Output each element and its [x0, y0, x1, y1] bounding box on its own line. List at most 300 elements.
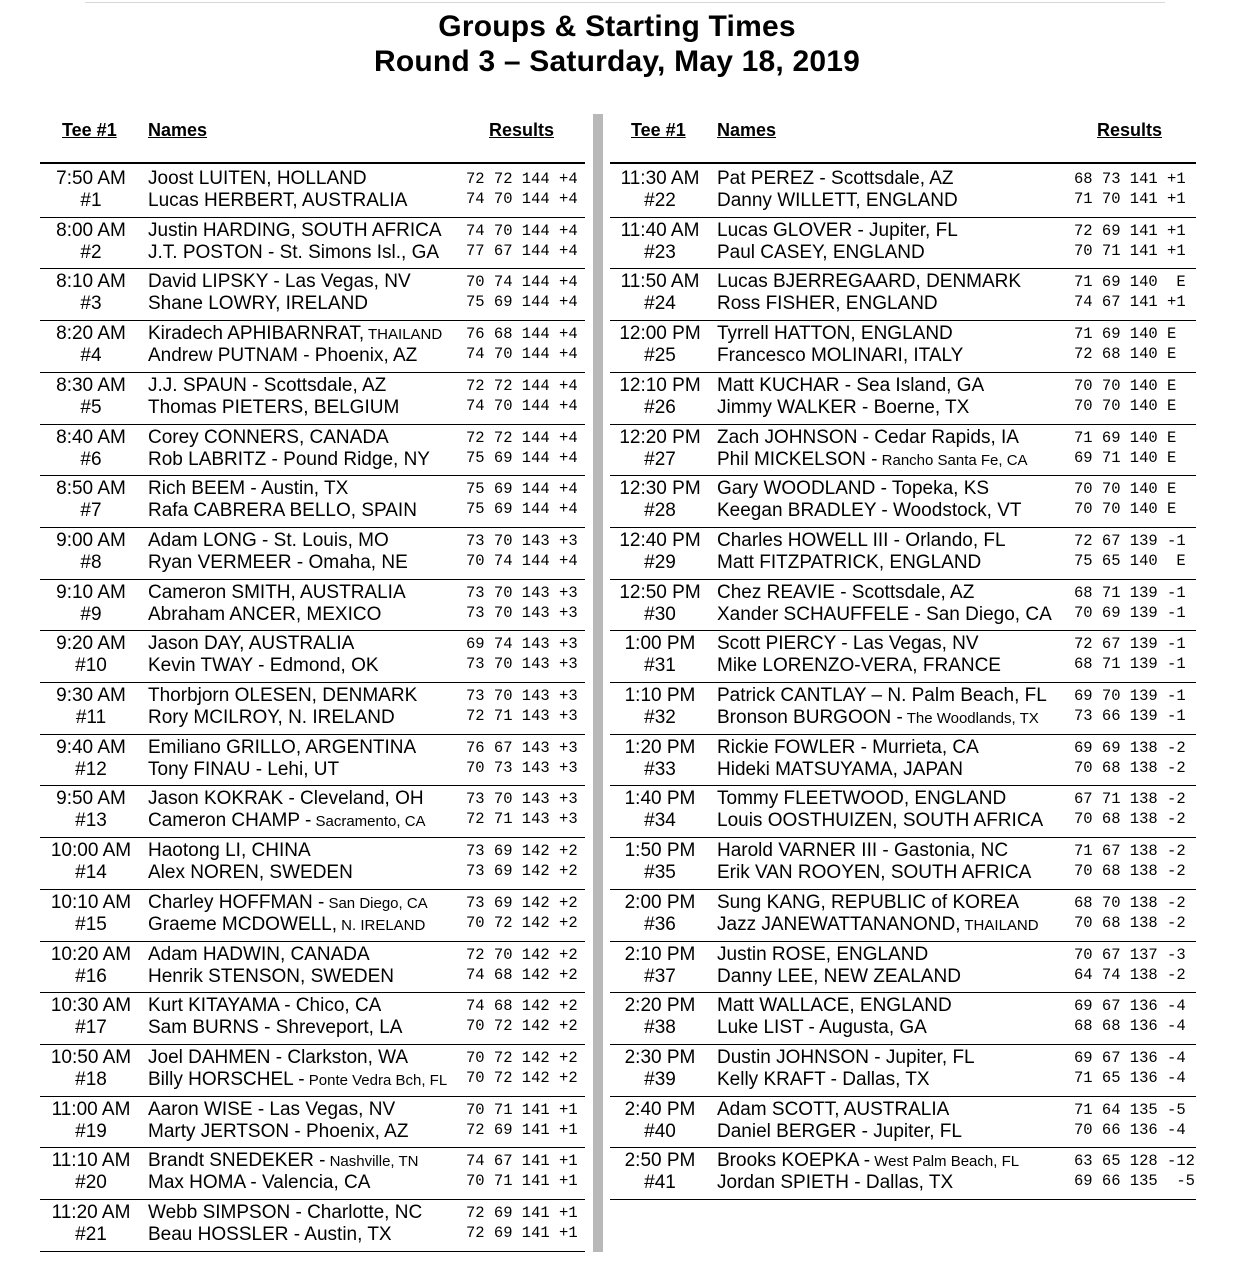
player-name-main: Kevin TWAY - Edmond, OK: [148, 655, 379, 677]
player-name-main: Graeme MCDOWELL,: [148, 913, 337, 935]
player-hometown: Sacramento, CA: [311, 813, 426, 831]
group-rule: [40, 475, 585, 476]
player-name: [148, 685, 417, 707]
tee-time: 11:20 AM: [51, 1202, 131, 1223]
tee-time: 9:40 AM: [56, 736, 126, 758]
player-name: [148, 707, 395, 729]
player-name: [717, 271, 1021, 293]
group-number: #19: [75, 1120, 107, 1142]
left-header-tee: Tee #1: [62, 120, 117, 140]
player-score: 75 69 144 +4: [466, 448, 578, 467]
group-rule: [40, 630, 585, 631]
tee-time: 8:50 AM: [56, 478, 126, 500]
group-number: #27: [644, 448, 676, 470]
group-rule: [610, 785, 1196, 786]
player-score: 71 64 135 -5: [1074, 1100, 1186, 1119]
player-name: [717, 1017, 927, 1039]
player-name-main: Xander SCHAUFFELE - San Diego, CA: [717, 603, 1052, 625]
player-score: 70 66 136 -4: [1074, 1120, 1186, 1139]
group-number: #22: [644, 190, 676, 211]
player-name: [717, 552, 981, 574]
group-number: #32: [644, 707, 676, 728]
player-score: 76 67 143 +3: [466, 738, 578, 757]
group-rule: [40, 785, 585, 786]
player-score: 73 70 143 +3: [466, 583, 578, 602]
player-name: [717, 1069, 930, 1091]
tee-time: 8:40 AM: [56, 426, 126, 448]
player-name-main: Rich BEEM - Austin, TX: [148, 478, 349, 500]
player-name: [148, 530, 389, 552]
player-name: [717, 633, 979, 655]
group-rule: [40, 1147, 585, 1148]
player-name: [717, 478, 989, 500]
player-name: [148, 500, 417, 522]
player-name: [717, 293, 938, 315]
player-name-main: Luke LIST - Augusta, GA: [717, 1017, 927, 1039]
player-score: 70 73 143 +3: [466, 758, 578, 777]
player-name-main: Lucas HERBERT, AUSTRALIA: [148, 190, 408, 211]
tee-time: 1:40 PM: [624, 788, 696, 810]
tee-time: 12:20 PM: [619, 426, 701, 448]
player-name-main: Danny LEE, NEW ZEALAND: [717, 965, 961, 987]
group-number: #4: [80, 345, 102, 367]
player-score: 73 66 139 -1: [1074, 707, 1186, 725]
player-score: 74 70 144 +4: [466, 345, 578, 364]
group-number: #38: [644, 1017, 676, 1039]
player-name-main: Lucas BJERREGAARD, DENMARK: [717, 271, 1022, 293]
player-name: [148, 220, 442, 242]
player-name: [717, 862, 1031, 884]
player-name-main: Joel DAHMEN - Clarkston, WA: [148, 1046, 409, 1068]
player-name-main: Kiradech APHIBARNRAT,: [148, 323, 365, 345]
player-name-main: Louis OOSTHUIZEN, SOUTH AFRICA: [717, 810, 1044, 832]
group-number: #28: [644, 500, 676, 522]
player-score: 73 70 143 +3: [466, 603, 578, 622]
player-name-main: Tyrrell HATTON, ENGLAND: [717, 323, 953, 345]
player-name-main: Alex NOREN, SWEDEN: [148, 862, 353, 884]
group-rule: [610, 579, 1196, 580]
player-score: 70 68 138 -2: [1074, 862, 1186, 881]
group-number: #40: [644, 1120, 676, 1142]
group-number: #7: [80, 500, 102, 522]
player-name: [148, 1224, 392, 1246]
group-rule: [40, 941, 585, 942]
tee-time: 12:10 PM: [619, 374, 701, 396]
player-score: 77 67 144 +4: [466, 241, 578, 260]
player-score: 71 69 140 E: [1074, 273, 1186, 292]
player-score: 75 69 144 +4: [466, 500, 578, 519]
player-score: 67 71 138 -2: [1074, 790, 1186, 809]
tee-time: 9:20 AM: [56, 633, 126, 655]
player-score: 69 67 136 -4: [1074, 1048, 1186, 1067]
player-name: [148, 242, 439, 264]
player-score: 70 72 142 +2: [466, 1017, 578, 1036]
player-score: 72 69 141 +1: [466, 1120, 578, 1139]
player-name: [717, 1047, 975, 1069]
player-name: [148, 1099, 395, 1121]
tee-time: 11:30 AM: [620, 168, 700, 189]
player-name-main: Jazz JANEWATTANANOND,: [717, 913, 961, 935]
player-name-main: Scott PIERCY - Las Vegas, NV: [717, 633, 979, 655]
player-name: [148, 759, 339, 781]
player-score: 68 71 139 -1: [1074, 655, 1186, 674]
player-name-main: David LIPSKY - Las Vegas, NV: [148, 271, 411, 293]
player-score: 70 70 140 E: [1074, 376, 1177, 395]
group-rule: [40, 837, 585, 838]
player-name: [717, 737, 979, 759]
player-score: 74 67 141 +1: [466, 1152, 578, 1171]
player-name: [717, 810, 1043, 832]
tee-time: 2:20 PM: [624, 995, 696, 1017]
player-name: [717, 995, 952, 1017]
player-score: 70 69 139 -1: [1074, 603, 1186, 622]
player-name: [148, 168, 367, 190]
player-name: [717, 168, 954, 190]
player-score: 71 67 138 -2: [1074, 842, 1186, 861]
tee-time: 12:00 PM: [619, 323, 701, 345]
player-hometown: Ponte Vedra Bch, FL: [304, 1071, 448, 1089]
group-number: #12: [75, 758, 107, 780]
player-name: [717, 840, 1008, 862]
player-name-main: Keegan BRADLEY - Woodstock, VT: [717, 500, 1022, 522]
player-name-main: Webb SIMPSON - Charlotte, NC: [148, 1202, 423, 1223]
player-score: 69 69 138 -2: [1074, 738, 1186, 757]
player-name: [717, 530, 1006, 552]
group-number: #20: [75, 1172, 107, 1194]
player-score: 75 65 140 E: [1074, 551, 1186, 570]
tee-time: 11:40 AM: [620, 219, 700, 241]
player-name-main: Adam LONG - St. Louis, MO: [148, 529, 389, 551]
player-score: 70 74 144 +4: [466, 551, 578, 570]
player-name: [148, 966, 394, 988]
player-hometown: THAILAND: [364, 326, 443, 344]
player-name-main: Mike LORENZO-VERA, FRANCE: [717, 655, 1001, 677]
player-name: [148, 1121, 408, 1143]
player-score: 72 72 144 +4: [466, 428, 578, 447]
player-score: 74 70 144 +4: [466, 221, 578, 240]
group-rule: [610, 424, 1196, 425]
player-name: [717, 944, 928, 966]
tee-time: 2:30 PM: [624, 1046, 696, 1068]
player-name: [717, 345, 963, 367]
player-name-main: Cameron CHAMP -: [148, 810, 312, 832]
player-name-main: Jason KOKRAK - Cleveland, OH: [148, 788, 424, 810]
player-name-main: Cameron SMITH, AUSTRALIA: [148, 581, 406, 603]
top-rule: [85, 2, 1165, 3]
group-number: #39: [644, 1068, 676, 1090]
player-score: 73 69 142 +2: [466, 862, 578, 881]
tee-time: 9:00 AM: [56, 529, 126, 551]
player-name: [148, 323, 442, 345]
tee-time: 12:50 PM: [619, 581, 701, 603]
player-score: 69 67 136 -4: [1074, 997, 1186, 1016]
tee-time: 9:10 AM: [56, 581, 126, 603]
player-name: [148, 604, 381, 626]
player-hometown: West Palm Beach, FL: [870, 1153, 1020, 1171]
player-name-main: J.T. POSTON - St. Simons Isl., GA: [148, 241, 440, 263]
group-number: #34: [644, 810, 676, 832]
player-score: 75 69 144 +4: [466, 293, 578, 312]
group-number: #31: [644, 655, 676, 677]
player-name: [148, 810, 426, 832]
player-name-main: Matt KUCHAR - Sea Island, GA: [717, 374, 985, 396]
player-name-main: Sam BURNS - Shreveport, LA: [148, 1017, 403, 1039]
player-name-main: Charley HOFFMAN -: [148, 891, 325, 913]
group-rule: [40, 734, 585, 735]
player-score: 72 69 141 +1: [466, 1224, 578, 1242]
tee-time: 11:10 AM: [51, 1150, 131, 1172]
player-name-main: Hideki MATSUYAMA, JAPAN: [717, 758, 963, 780]
tee-time: 8:20 AM: [56, 323, 126, 345]
group-number: #33: [644, 758, 676, 780]
player-name: [148, 478, 348, 500]
player-name: [148, 1202, 422, 1224]
player-name: [148, 293, 368, 315]
group-number: #1: [80, 190, 102, 211]
player-name: [148, 1017, 402, 1039]
player-name: [148, 655, 379, 677]
player-name-main: Zach JOHNSON - Cedar Rapids, IA: [717, 426, 1019, 448]
player-score: 72 70 142 +2: [466, 945, 578, 964]
player-score: 74 70 144 +4: [466, 396, 578, 415]
player-name: [717, 323, 953, 345]
player-name: [717, 892, 1019, 914]
player-name-main: Emiliano GRILLO, ARGENTINA: [148, 736, 417, 758]
group-number: #11: [75, 707, 107, 728]
player-score: 72 71 143 +3: [466, 707, 578, 725]
player-score: 70 71 141 +1: [1074, 241, 1186, 260]
player-score: 72 72 144 +4: [466, 376, 578, 395]
group-rule: [40, 320, 585, 321]
group-number: #36: [644, 913, 676, 935]
player-name-main: Harold VARNER III - Gastonia, NC: [717, 840, 1009, 862]
player-name-main: Charles HOWELL III - Orlando, FL: [717, 529, 1006, 551]
tee-time: 11:50 AM: [620, 271, 700, 293]
group-rule: [610, 217, 1196, 218]
player-name: [717, 759, 963, 781]
player-name: [717, 1172, 953, 1194]
tee-time: 12:40 PM: [619, 529, 701, 551]
player-name-main: Jason DAY, AUSTRALIA: [148, 633, 355, 655]
group-number: #35: [644, 862, 676, 884]
group-number: #6: [80, 448, 102, 470]
player-score: 70 67 137 -3: [1074, 945, 1186, 964]
player-name-main: Justin ROSE, ENGLAND: [717, 943, 929, 965]
player-name-main: Ryan VERMEER - Omaha, NE: [148, 551, 408, 573]
player-score: 73 70 143 +3: [466, 531, 578, 550]
player-name: [148, 737, 416, 759]
group-number: #37: [644, 965, 676, 987]
group-rule: [40, 1044, 585, 1045]
group-rule: [610, 630, 1196, 631]
player-name: [717, 427, 1019, 449]
player-name: [148, 190, 407, 212]
group-rule: [40, 682, 585, 683]
player-name-main: Bronson BURGOON -: [717, 707, 903, 728]
player-score: 72 67 139 -1: [1074, 635, 1186, 654]
player-score: 76 68 144 +4: [466, 325, 578, 344]
player-name-main: Haotong LI, CHINA: [148, 840, 311, 862]
group-number: #9: [80, 603, 102, 625]
player-score: 73 69 142 +2: [466, 842, 578, 861]
player-score: 70 70 140 E: [1074, 500, 1177, 519]
player-name-main: Jimmy WALKER - Boerne, TX: [717, 396, 970, 418]
player-name: [717, 604, 1052, 626]
right-header-names: Names: [717, 120, 777, 140]
player-score: 73 70 143 +3: [466, 687, 578, 705]
group-rule: [610, 1199, 1196, 1200]
tee-time: 2:10 PM: [624, 943, 696, 965]
tee-time: 12:30 PM: [619, 478, 701, 500]
group-number: #18: [75, 1068, 107, 1090]
group-rule: [610, 475, 1196, 476]
tee-time: 8:10 AM: [56, 271, 126, 293]
player-score: 70 68 138 -2: [1074, 810, 1186, 829]
player-hometown: San Diego, CA: [324, 894, 428, 912]
group-rule: [610, 941, 1196, 942]
player-name: [148, 914, 425, 936]
group-rule: [40, 992, 585, 993]
tee-time: 1:10 PM: [624, 685, 696, 706]
left-header-results: Results: [489, 120, 555, 140]
group-rule: [610, 1147, 1196, 1148]
player-score: 69 70 139 -1: [1074, 687, 1186, 705]
left-header-names: Names: [148, 120, 208, 140]
right-header-rule: [610, 162, 1196, 164]
player-name-main: Chez REAVIE - Scottsdale, AZ: [717, 581, 975, 603]
tee-time: 7:50 AM: [56, 168, 126, 189]
group-number: #26: [644, 396, 676, 418]
player-name-main: Brandt SNEDEKER -: [148, 1150, 326, 1172]
player-score: 70 74 144 +4: [466, 273, 578, 292]
group-rule: [610, 372, 1196, 373]
player-name-main: Justin HARDING, SOUTH AFRICA: [148, 219, 442, 241]
player-score: 72 68 140 E: [1074, 345, 1177, 364]
player-name-main: Patrick CANTLAY – N. Palm Beach, FL: [717, 685, 1047, 706]
player-name-main: Rickie FOWLER - Murrieta, CA: [717, 736, 979, 758]
tee-time: 8:30 AM: [56, 374, 126, 396]
player-name-main: Jordan SPIETH - Dallas, TX: [717, 1172, 954, 1194]
player-hometown: Nashville, TN: [325, 1153, 419, 1171]
player-name-main: Andrew PUTNAM - Phoenix, AZ: [148, 345, 418, 367]
player-name-main: Adam HADWIN, CANADA: [148, 943, 370, 965]
tee-time: 2:50 PM: [624, 1150, 696, 1172]
player-name: [148, 345, 417, 367]
player-name-main: Rob LABRITZ - Pound Ridge, NY: [148, 448, 430, 470]
player-name-main: Paul CASEY, ENGLAND: [717, 241, 925, 263]
page-subtitle: Round 3 – Saturday, May 18, 2019: [373, 45, 861, 78]
player-name: [148, 788, 424, 810]
player-name: [148, 397, 399, 419]
group-number: #41: [644, 1172, 676, 1194]
player-name-main: Beau HOSSLER - Austin, TX: [148, 1224, 392, 1245]
player-name: [717, 707, 1039, 729]
player-name-main: Francesco MOLINARI, ITALY: [717, 345, 964, 367]
player-score: 69 66 135 -5: [1074, 1172, 1195, 1191]
player-name: [717, 190, 958, 212]
player-score: 72 69 141 +1: [1074, 221, 1186, 240]
player-name: [717, 582, 974, 604]
player-score: 73 70 143 +3: [466, 655, 578, 674]
player-score: 72 69 141 +1: [466, 1204, 578, 1222]
player-score: 75 69 144 +4: [466, 480, 578, 499]
player-name: [148, 944, 370, 966]
player-score: 70 72 142 +2: [466, 1048, 578, 1067]
player-name-main: Pat PEREZ - Scottsdale, AZ: [717, 168, 954, 189]
player-name-main: Kurt KITAYAMA - Chico, CA: [148, 995, 382, 1017]
right-header-tee: Tee #1: [631, 120, 686, 140]
group-rule: [610, 527, 1196, 528]
player-hometown: The Woodlands, TX: [902, 710, 1039, 727]
player-name-main: Tommy FLEETWOOD, ENGLAND: [717, 788, 1007, 810]
group-rule: [40, 268, 585, 269]
group-rule: [40, 1199, 585, 1200]
group-rule: [610, 992, 1196, 993]
player-name-main: Dustin JOHNSON - Jupiter, FL: [717, 1046, 975, 1068]
player-name-main: Phil MICKELSON -: [717, 448, 878, 470]
player-name-main: Shane LOWRY, IRELAND: [148, 293, 369, 315]
group-rule: [40, 1251, 585, 1252]
player-name: [717, 914, 1039, 936]
player-name-main: Gary WOODLAND - Topeka, KS: [717, 478, 990, 500]
player-score: 69 71 140 E: [1074, 448, 1177, 467]
player-name-main: Marty JERTSON - Phoenix, AZ: [148, 1120, 409, 1142]
player-score: 72 71 143 +3: [466, 810, 578, 829]
tee-time: 2:00 PM: [624, 891, 696, 913]
tee-time: 10:10 AM: [50, 891, 132, 913]
group-number: #10: [75, 655, 107, 677]
tee-time: 9:30 AM: [56, 685, 126, 706]
group-number: #8: [80, 551, 102, 573]
tee-time: 1:20 PM: [624, 736, 696, 758]
player-name-main: Brooks KOEPKA -: [717, 1150, 871, 1172]
player-score: 70 71 141 +1: [466, 1172, 578, 1191]
player-score: 69 74 143 +3: [466, 635, 578, 654]
player-name-main: Rory MCILROY, N. IRELAND: [148, 707, 395, 728]
column-divider: [593, 114, 603, 1252]
player-score: 70 70 140 E: [1074, 396, 1177, 415]
player-name: [148, 995, 381, 1017]
player-score: 74 68 142 +2: [466, 997, 578, 1016]
group-number: #15: [75, 913, 107, 935]
player-score: 68 71 139 -1: [1074, 583, 1186, 602]
group-rule: [610, 682, 1196, 683]
player-score: 70 68 138 -2: [1074, 758, 1186, 777]
tee-time: 10:20 AM: [50, 943, 132, 965]
player-name-main: Aaron WISE - Las Vegas, NV: [148, 1098, 396, 1120]
player-name-main: Matt WALLACE, ENGLAND: [717, 995, 952, 1017]
group-rule: [40, 579, 585, 580]
group-number: #24: [644, 293, 676, 315]
group-number: #14: [75, 862, 107, 884]
right-header-results: Results: [1097, 120, 1163, 140]
group-number: #3: [80, 293, 102, 315]
player-name: [148, 582, 406, 604]
tee-time: 10:00 AM: [50, 840, 132, 862]
player-name: [148, 1069, 447, 1091]
player-name: [717, 375, 984, 397]
group-rule: [610, 320, 1196, 321]
group-rule: [610, 1044, 1196, 1045]
player-name-main: Kelly KRAFT - Dallas, TX: [717, 1068, 930, 1090]
group-number: #23: [644, 241, 676, 263]
player-name-main: Sung KANG, REPUBLIC of KOREA: [717, 891, 1020, 913]
player-name-main: Ross FISHER, ENGLAND: [717, 293, 938, 315]
tee-time: 9:50 AM: [56, 788, 126, 810]
player-score: 74 67 141 +1: [1074, 293, 1186, 312]
tee-time: 2:40 PM: [624, 1098, 696, 1120]
player-name-main: Erik VAN ROOYEN, SOUTH AFRICA: [717, 862, 1032, 884]
